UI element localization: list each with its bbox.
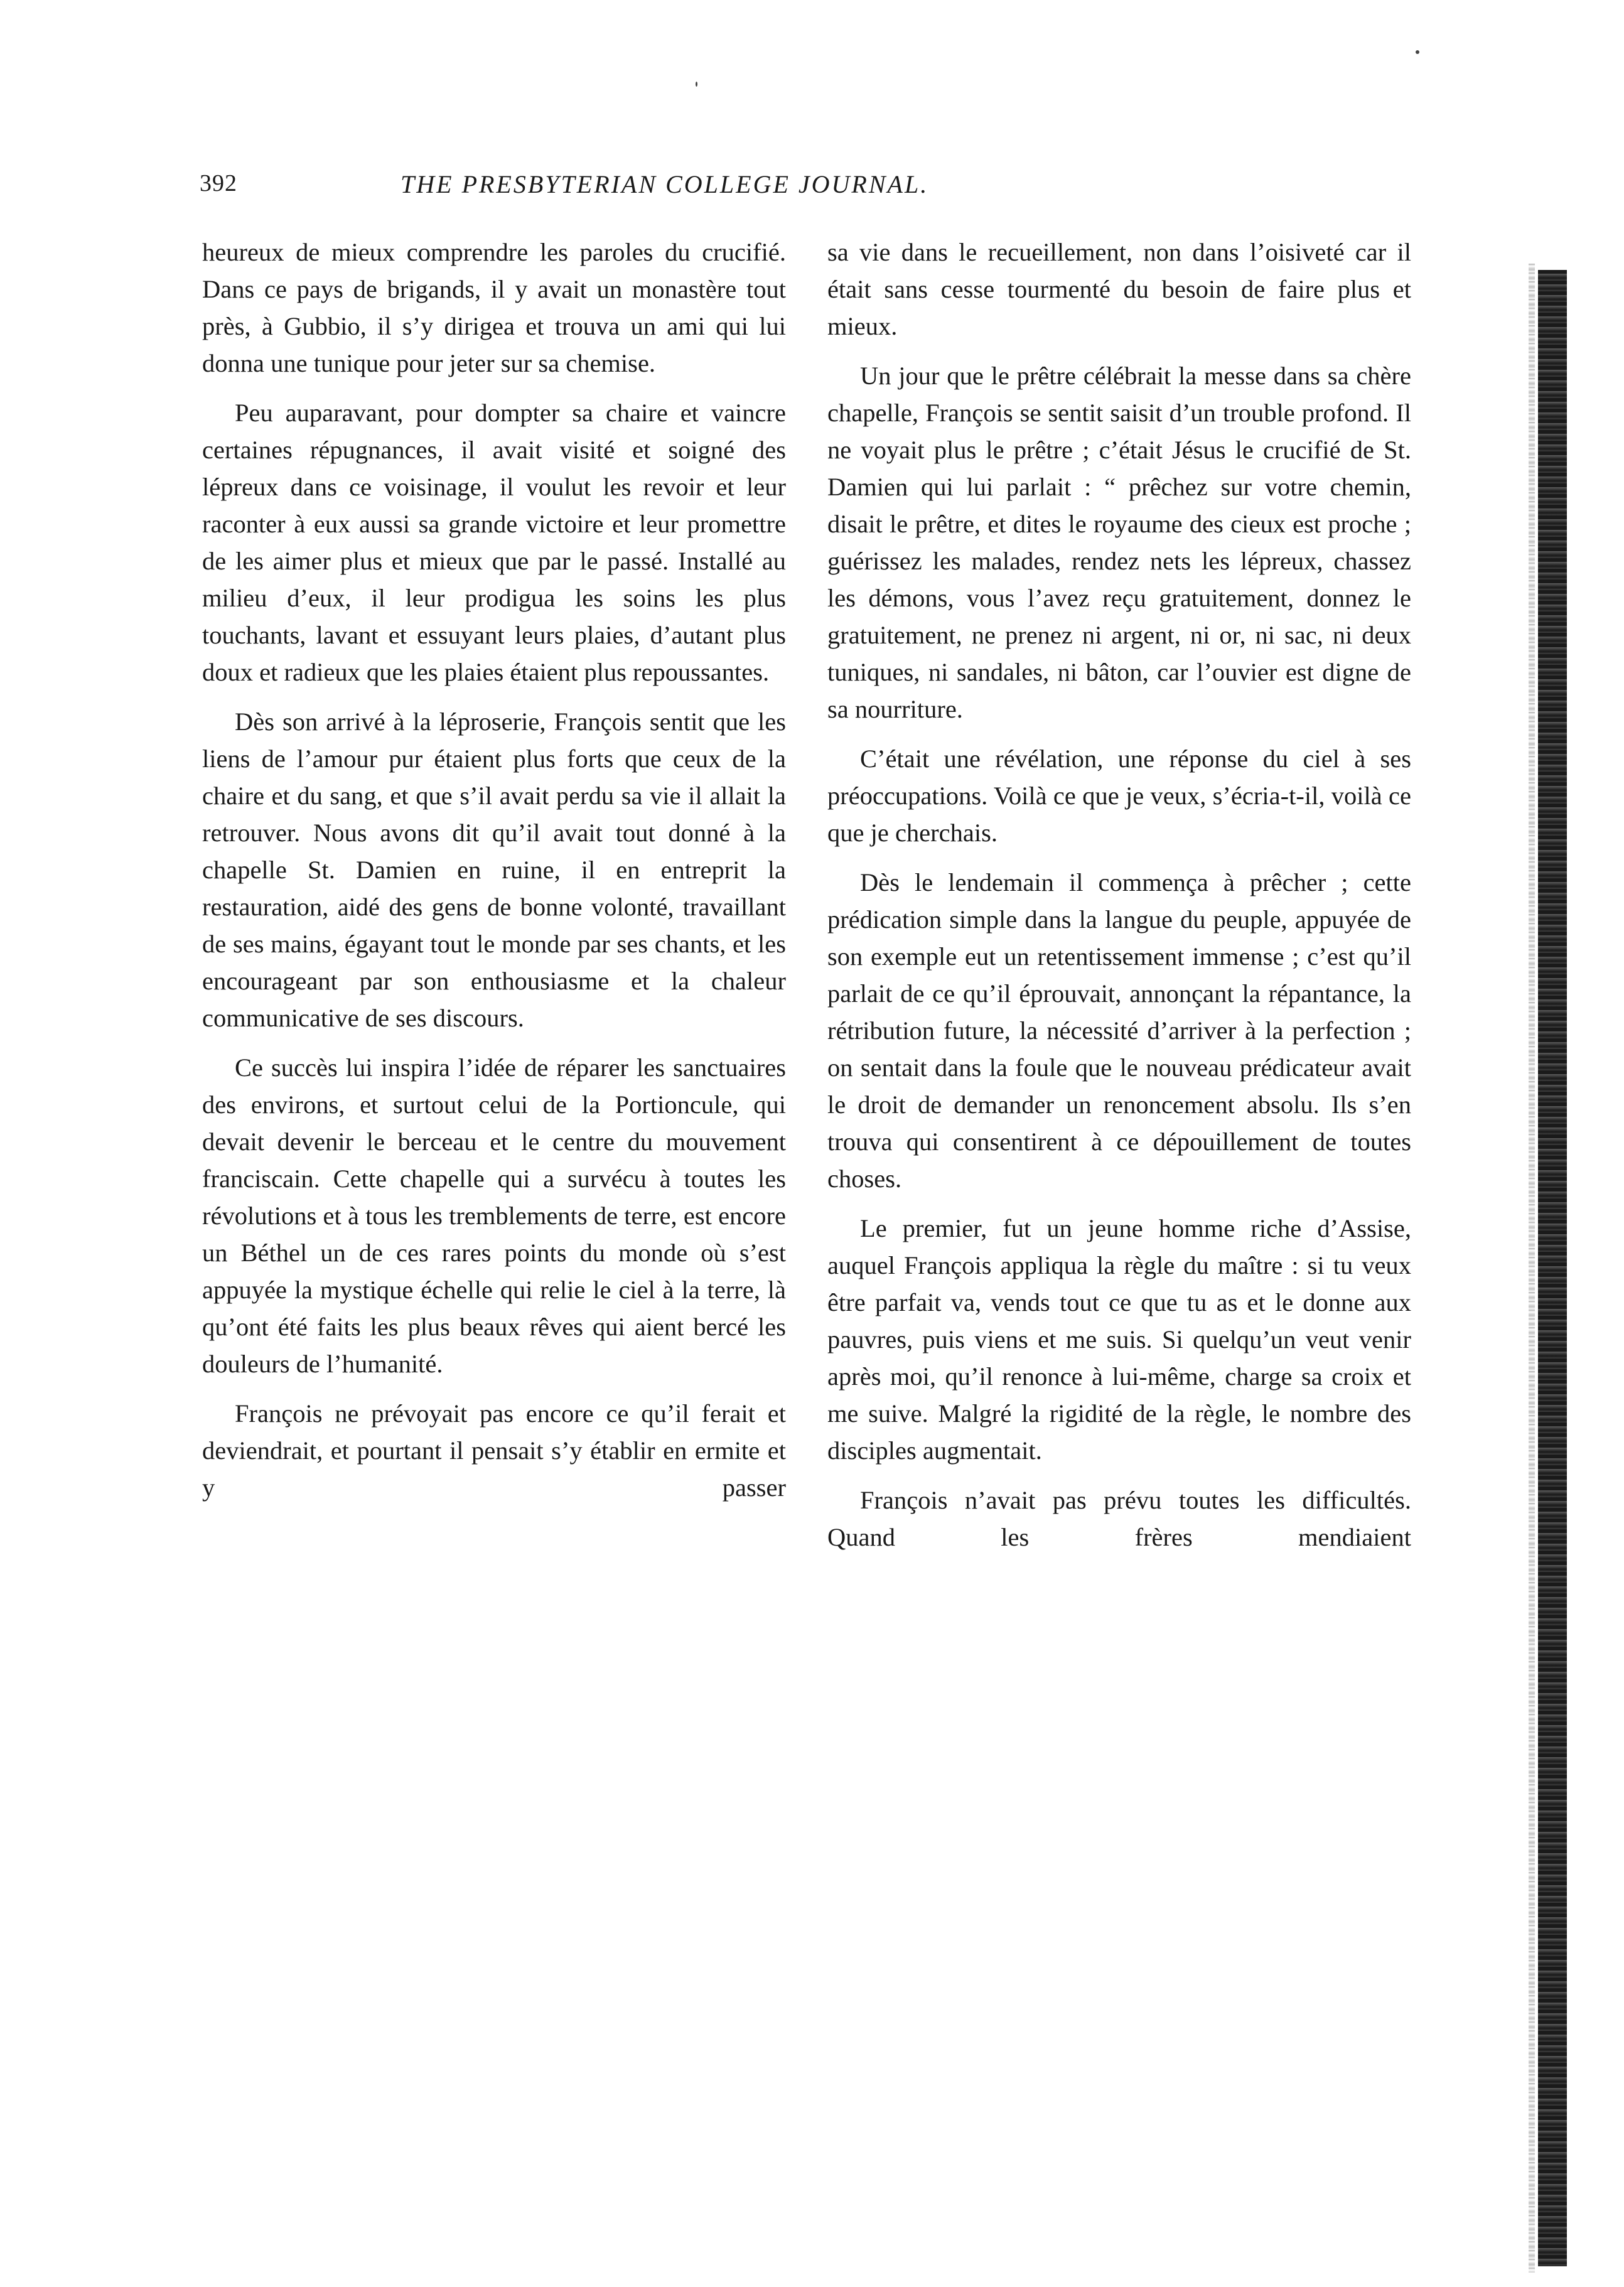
- paragraph: Un jour que le prêtre célébrait la messe dans sa chère chapelle, François se sentit saisit d’un trouble profond. Il ne voyait plus le prêtre ; c’était Jésus le crucifié de St. Damien qui lui parlait : “ prêchez sur votre chemin, disait le prêtre, et dites le royaume des cieux est proche ; guérissez les malades, rendez nets les lépreux, chassez les démons, vous l’avez reçu gratuitement, donnez le gratuitement, ne prenez ni argent, ni or, ni sac, ni deux tuniques, ni sandales, ni bâton, car l’ouvier est digne de sa nourriture.: [827, 362, 1411, 723]
- running-title: THE PRESBYTERIAN COLLEGE JOURNAL.: [401, 170, 929, 198]
- paragraph: C’était une révélation, une réponse du ciel à ses préoccupations. Voilà ce que je veux, s’écria-t-il, voilà ce que je cherchais.: [827, 745, 1411, 847]
- paragraph: Ce succès lui inspira l’idée de réparer les sanctuaires des environs, et surtout celui de la Portioncule, qui devait devenir le berceau et le centre du mouvement franciscain. Cette chapelle qui a survécu à toutes les révolutions et à tous les tremblements de terre, est encore un Béthel un de ces rares points du monde où s’est appuyée la mystique échelle qui relie le ciel à la terre, là qu’ont été faits les plus beaux rêves qui aient bercé les douleurs de l’humanité.: [202, 1053, 786, 1378]
- paragraph: Dès le lendemain il commença à prêcher ; cette prédication simple dans la langue du peuple, appuyée de son exemple eut un retentissement immense ; c’est qu’il parlait de ce qu’il éprouvait, annonçant la répantance, la rétribution future, la nécessité d’arriver à la perfection ; on sentait dans la foule que le nouveau prédicateur avait le droit de demander un renoncement absolu. Ils s’en trouva qui consentirent à ce dépouillement de toutes choses.: [827, 868, 1411, 1193]
- paragraph: Dès son arrivé à la léproserie, François sentit que les liens de l’amour pur étaient plus forts que ceux de la chaire et du sang, et que s’il avait perdu sa vie il allait la retrouver. Nous avons dit qu’il avait tout donné à la chapelle St. Damien en ruine, il en entreprit la restauration, aidé des gens de bonne volonté, travaillant de ses mains, égayant tout le monde par ses chants, et les encourageant par son enthousiasme et la chaleur communicative de ses discours.: [202, 708, 786, 1032]
- paragraph: François ne prévoyait pas encore ce qu’il ferait et deviendrait, et pourtant il pensait s’y établir en ermite et y passer: [202, 1399, 786, 1502]
- scan-speck: [696, 82, 697, 87]
- scan-speck: [1416, 50, 1419, 54]
- scan-edge-shadow: [1529, 264, 1535, 2273]
- right-column: [827, 234, 1411, 1568]
- paragraph: heureux de mieux comprendre les paroles du crucifié. Dans ce pays de brigands, il y avait un monastère tout près, à Gubbio, il s’y dirigea et trouva un ami qui lui donna une tunique pour jeter sur sa chemise.: [202, 238, 786, 377]
- paragraph: Le premier, fut un jeune homme riche d’Assise, auquel François appliqua la règle du maître : si tu veux être parfait va, vends tout ce que tu as et le donne aux pauvres, puis viens et me suis. Si quelqu’un veut venir après moi, qu’il renonce à lui-même, charge sa croix et me suive. Malgré la rigidité de la règle, le nombre des disciples augmentait.: [827, 1214, 1411, 1465]
- left-column: [202, 234, 786, 1519]
- page-number: 392: [200, 170, 237, 196]
- scan-edge: [1538, 270, 1567, 2266]
- paragraph: François n’avait pas prévu toutes les difficultés. Quand les frères mendiaient: [827, 1486, 1411, 1551]
- page-header: [200, 170, 1160, 207]
- paragraph: sa vie dans le recueillement, non dans l’oisiveté car il était sans cesse tourmenté du besoin de faire plus et mieux.: [827, 238, 1411, 340]
- paragraph: Peu auparavant, pour dompter sa chaire et vaincre certaines répugnances, il avait visité et soigné des lépreux dans ce voisinage, il voulut les revoir et leur raconter à eux aussi sa grande victoire et leur promettre de les aimer plus et mieux que par le passé. Installé au milieu d’eux, il leur prodigua les soins les plus touchants, lavant et essuyant leurs plaies, d’autant plus doux et radieux que les plaies étaient plus repoussantes.: [202, 399, 786, 686]
